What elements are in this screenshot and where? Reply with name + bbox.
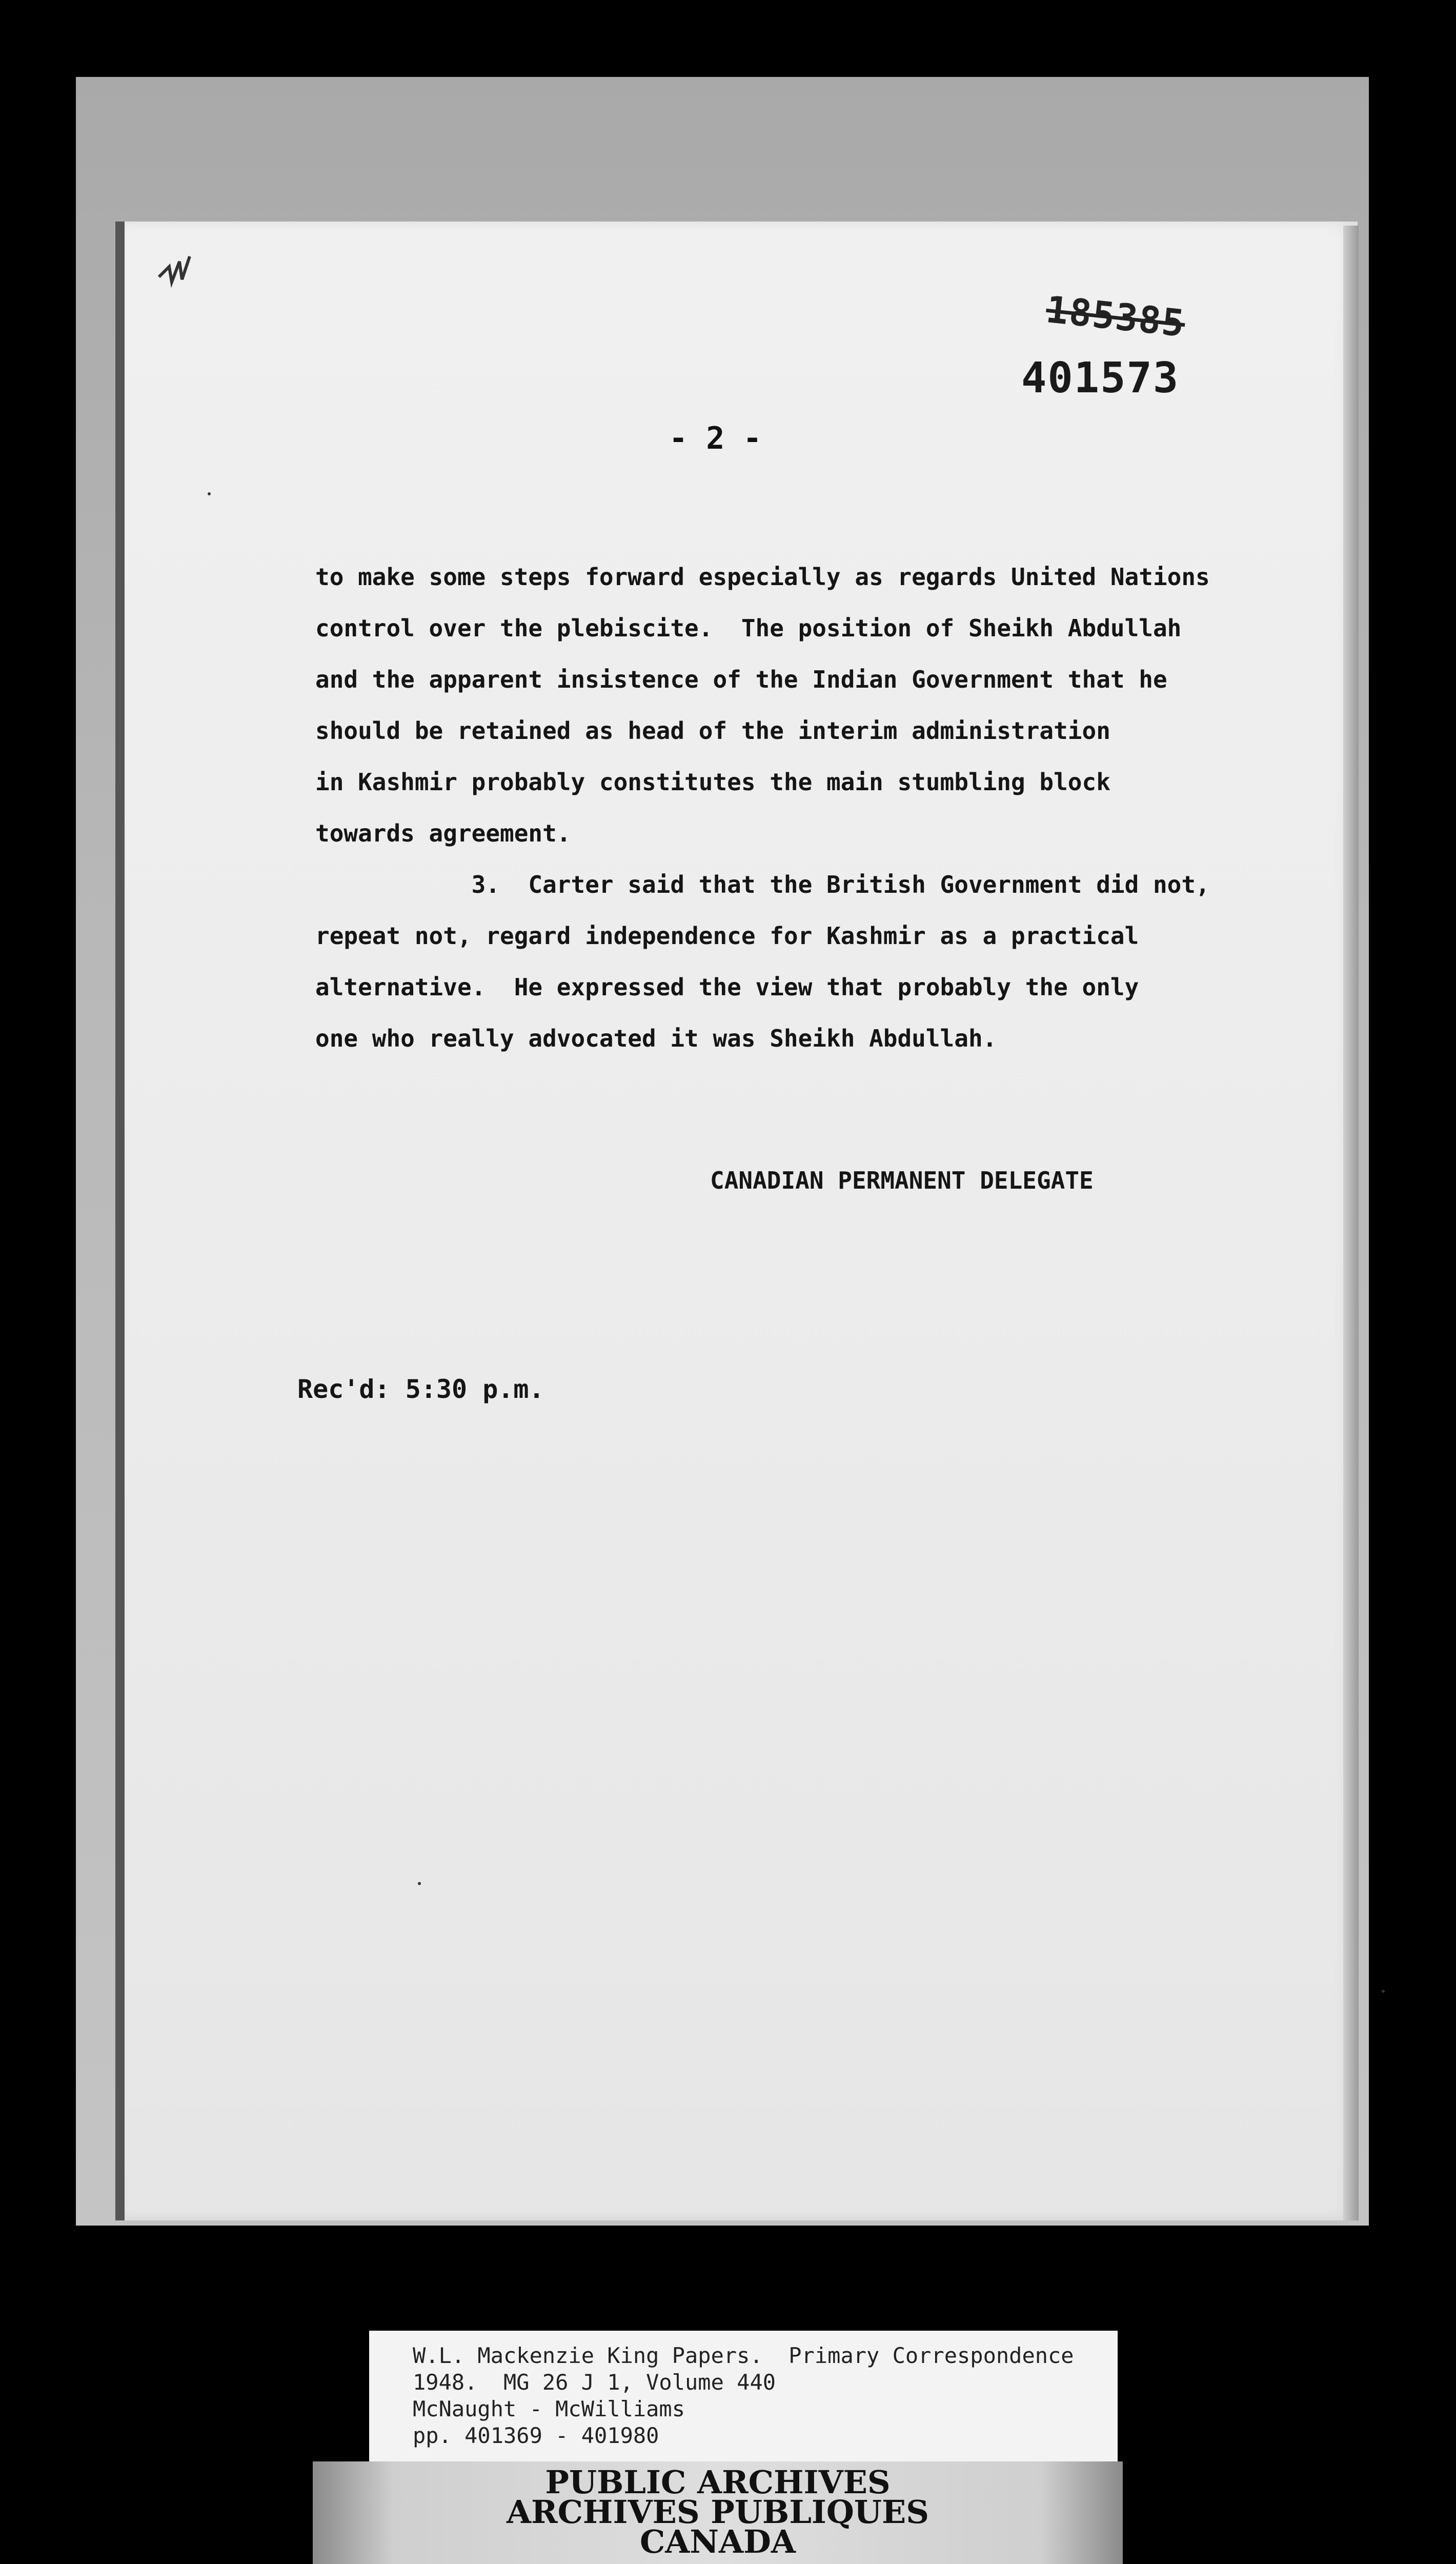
body-line: one who really advocated it was Sheikh Abdullah. — [315, 1025, 997, 1052]
archive-stamp — [313, 2463, 1123, 2560]
archive-citation — [413, 2342, 1074, 2449]
body-line: to make some steps forward especially as regards United Nations — [315, 563, 1210, 591]
crossed-out-document-number: 185385 — [1044, 288, 1187, 345]
body-line: 3. Carter said that the British Government did not, — [315, 871, 1210, 898]
sheet-edge — [1343, 226, 1359, 2220]
scan-speck — [418, 1882, 421, 1885]
body-text — [315, 551, 1305, 1064]
body-line: alternative. He expressed the view that probably the only — [315, 973, 1139, 1001]
archive-stamp-line: ARCHIVES PUBLIQUES — [506, 2493, 929, 2531]
body-line: towards agreement. — [315, 819, 571, 847]
document-number-stamp: 401573 — [1021, 354, 1180, 403]
scan-speck — [208, 492, 211, 495]
body-line: and the apparent insistence of the Indian Government that he — [315, 666, 1167, 693]
citation-line: McNaught - McWilliams — [413, 2396, 685, 2421]
body-line: in Kashmir probably constitutes the main stumbling block — [315, 768, 1110, 796]
citation-line: 1948. MG 26 J 1, Volume 440 — [413, 2370, 776, 2395]
body-line: control over the plebiscite. The position of Sheikh Abdullah — [315, 614, 1182, 642]
citation-line: pp. 401369 - 401980 — [413, 2423, 659, 2448]
document-sheet — [115, 222, 1358, 2220]
body-line: repeat not, regard independence for Kashmir as a practical — [315, 922, 1139, 950]
signature-line: CANADIAN PERMANENT DELEGATE — [710, 1167, 1094, 1194]
page-number: - 2 - — [669, 420, 762, 456]
scan-speck — [1382, 1990, 1385, 1993]
received-time: Rec'd: 5:30 p.m. — [297, 1374, 544, 1404]
archive-stamp-line: CANADA — [639, 2523, 796, 2560]
body-line: should be retained as head of the interim administration — [315, 717, 1110, 745]
archive-stamp-line: PUBLIC ARCHIVES — [545, 2463, 891, 2501]
citation-line: W.L. Mackenzie King Papers. Primary Correspondence — [413, 2343, 1074, 2368]
torn-corner-mark — [154, 246, 215, 308]
